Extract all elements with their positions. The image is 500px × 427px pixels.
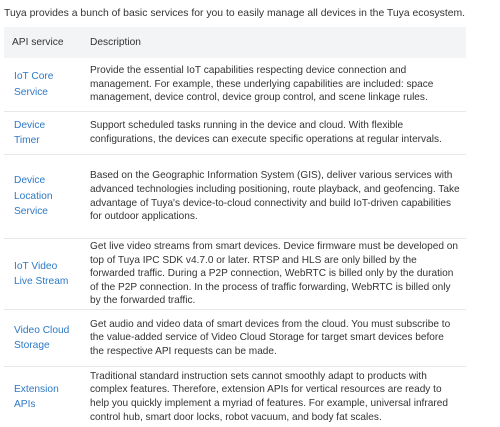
service-link-iot-video-live-stream[interactable]: IoT Video Live Stream <box>4 259 76 290</box>
service-link-device-timer[interactable]: Device Timer <box>4 118 76 149</box>
service-description: Provide the essential IoT capabilities respecting device connection and management. For example, these underlying capabilities are included: space management, device control, device group control, and scene linkage rules. <box>76 64 466 105</box>
header-api-service: API service <box>4 27 76 58</box>
service-link-iot-core[interactable]: IoT Core Service <box>4 69 76 100</box>
table-row <box>4 239 466 310</box>
table-row <box>4 112 466 155</box>
service-description: Get audio and video data of smart devices from the cloud. You must subscribe to the value-added service of Video Cloud Storage for target smart devices before the respective API requests can be made. <box>76 318 466 359</box>
service-description: Based on the Geographic Information System (GIS), deliver various services with advanced technologies including positioning, route playback, and geofencing. Take advantage of Tuya's device-to-cloud connectivity and build IoT-driven capabilities for outdoor applications. <box>76 169 466 223</box>
table-row <box>4 58 466 112</box>
intro-text: Tuya provides a bunch of basic services for you to easily manage all devices in the Tuya ecosystem. <box>4 7 496 20</box>
service-link-device-location[interactable]: Device Location Service <box>4 173 76 220</box>
table-row <box>4 310 466 367</box>
header-description: Description <box>76 27 466 58</box>
service-description: Get live video streams from smart devices. Device firmware must be developed on top of Tuya IPC SDK v4.7.0 or later. RTSP and HLS are only billed by the forwarded traffic. During a P2P connection, WebRTC is billed only by the duration of the P2P connection. In the process of traffic forwarding, WebRTC is billed only by the forwarded traffic. <box>76 240 466 308</box>
service-link-extension-apis[interactable]: Extension APIs <box>4 382 76 413</box>
table-row <box>4 367 466 427</box>
table-header-row <box>4 27 466 58</box>
api-services-table <box>4 27 466 427</box>
table-row <box>4 155 466 239</box>
service-description: Traditional standard instruction sets cannot smoothly adapt to products with complex features. Therefore, extension APIs for vertical resources are ready to help you quickly implement a myriad of features. For example, universal infrared control hub, smart door locks, robot vacuum, and body fat scales. <box>76 370 466 424</box>
service-description: Support scheduled tasks running in the device and cloud. With flexible configurations, the devices can execute specific operations at regular intervals. <box>76 119 466 146</box>
service-link-video-cloud-storage[interactable]: Video Cloud Storage <box>4 323 76 354</box>
